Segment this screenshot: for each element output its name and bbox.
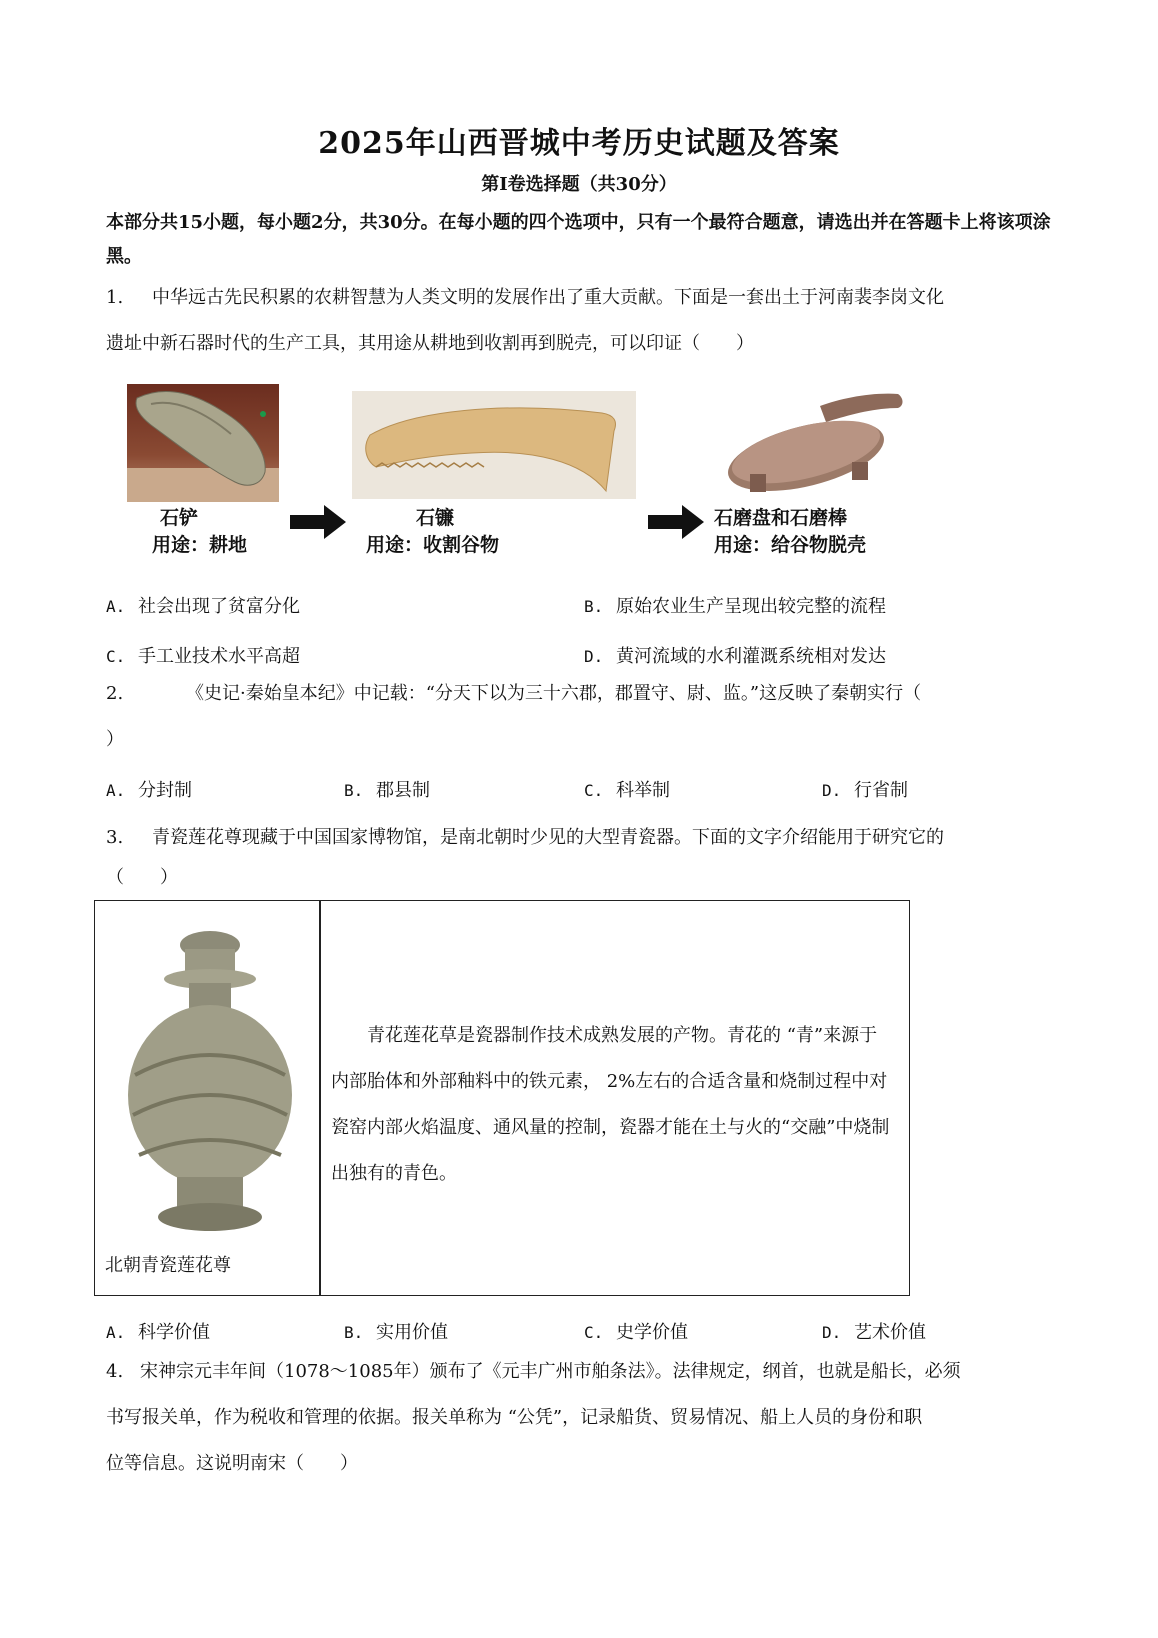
option-text: 原始农业生产呈现出较完整的流程	[616, 596, 886, 617]
arrow-icon	[648, 505, 704, 543]
question-text: 宋神宗元丰年间（1078～1085年）颁布了《元丰广州市舶条法》。法律规定，纲首，也就是船长，必须	[140, 1361, 961, 1382]
stone-sickle-image	[352, 391, 636, 499]
option-label: B.	[344, 781, 364, 800]
option-d[interactable]	[822, 1318, 926, 1344]
question-number: 2.	[106, 683, 124, 704]
question-number: 4.	[106, 1361, 124, 1382]
option-text: 行省制	[854, 780, 908, 801]
tool-3-name: 石磨盘和石磨棒	[714, 507, 848, 529]
question-3-line-1	[106, 816, 944, 860]
option-label: D.	[584, 647, 604, 666]
material-text	[331, 1013, 891, 1197]
option-c[interactable]	[106, 642, 300, 668]
option-c[interactable]	[584, 1318, 688, 1344]
option-label: A.	[106, 1323, 126, 1342]
option-label: D.	[822, 1323, 842, 1342]
option-a[interactable]	[106, 776, 192, 802]
material-table	[94, 900, 910, 1296]
option-text: 科学价值	[138, 1322, 210, 1343]
option-text: 分封制	[138, 780, 192, 801]
section-intro: 本部分共15小题，每小题2分，共30分。在每小题的四个选项中，只有一个最符合题意，请选出并在答题卡上将该项涂黑。	[106, 212, 1051, 267]
option-text: 科举制	[616, 780, 670, 801]
stone-shovel-image	[127, 384, 279, 502]
tool-3-use: 用途：给谷物脱壳	[714, 534, 867, 556]
option-text: 社会出现了贫富分化	[138, 596, 300, 617]
question-4-line-2: 书写报关单，作为税收和管理的依据。报关单称为 “公凭”，记录船货、贸易情况、船上人员的身份和职	[106, 1407, 923, 1428]
question-1-line-2: 遗址中新石器时代的生产工具，其用途从耕地到收割再到脱壳，可以印证（ ）	[106, 333, 754, 354]
option-text: 实用价值	[376, 1322, 448, 1343]
question-4-line-1	[106, 1350, 961, 1394]
question-text: 青瓷莲花尊现藏于中国国家博物馆，是南北朝时少见的大型青瓷器。下面的文字介绍能用于研究它的	[152, 827, 944, 848]
question-text: 中华远古先民积累的农耕智慧为人类文明的发展作出了重大贡献。下面是一套出土于河南裴李岗文化	[152, 287, 944, 308]
option-text: 手工业技术水平高超	[138, 646, 300, 667]
option-label: A.	[106, 597, 126, 616]
question-text: 《史记·秦始皇本纪》中记载：“分天下以为三十六郡，郡置守、尉、监。”这反映了秦朝实行（	[186, 683, 922, 704]
option-b[interactable]	[344, 1318, 448, 1344]
question-number: 3.	[106, 827, 124, 848]
tool-2-use: 用途：收割谷物	[366, 534, 500, 556]
option-label: C.	[584, 1323, 604, 1342]
option-c[interactable]	[584, 776, 670, 802]
arrow-icon	[290, 505, 346, 543]
option-text: 郡县制	[376, 780, 430, 801]
question-2-line-2: ）	[106, 729, 124, 750]
material-paragraph: 青花莲花草是瓷器制作技术成熟发展的产物。青花的 “青”来源于内部胎体和外部釉料中的铁元素， 2%左右的合适含量和烧制过程中对瓷窑内部火焰温度、通风量的控制，瓷器才能在土与火的“交融”中烧制出独有的青色。	[331, 1025, 890, 1184]
option-text: 史学价值	[616, 1322, 688, 1343]
option-b[interactable]	[344, 776, 430, 802]
option-d[interactable]	[822, 776, 908, 802]
grinding-stone-image	[722, 392, 906, 502]
option-b[interactable]	[584, 592, 886, 618]
option-label: C.	[584, 781, 604, 800]
table-divider	[319, 901, 321, 1295]
question-number: 1.	[106, 287, 124, 308]
option-a[interactable]	[106, 1318, 210, 1344]
image-caption: 北朝青瓷莲花尊	[105, 1255, 231, 1276]
tool-1-use: 用途：耕地	[152, 534, 248, 556]
option-label: B.	[344, 1323, 364, 1342]
option-label: A.	[106, 781, 126, 800]
page-title: 2025年山西晋城中考历史试题及答案	[318, 126, 840, 161]
option-a[interactable]	[106, 592, 300, 618]
option-label: D.	[822, 781, 842, 800]
option-label: C.	[106, 647, 126, 666]
tool-2-name: 石镰	[416, 507, 455, 529]
option-d[interactable]	[584, 642, 886, 668]
tool-1-name: 石铲	[160, 507, 199, 529]
section-title: 第Ⅰ卷选择题（共30分）	[481, 174, 677, 195]
question-1-line-1	[106, 276, 944, 320]
option-text: 艺术价值	[854, 1322, 926, 1343]
option-label: B.	[584, 597, 604, 616]
option-text: 黄河流域的水利灌溉系统相对发达	[616, 646, 886, 667]
question-4-line-3: 位等信息。这说明南宋（ ）	[106, 1453, 358, 1474]
question-3-line-2: （ ）	[106, 867, 178, 888]
lotus-vase-image	[115, 925, 305, 1241]
question-2-line-1	[106, 672, 921, 716]
